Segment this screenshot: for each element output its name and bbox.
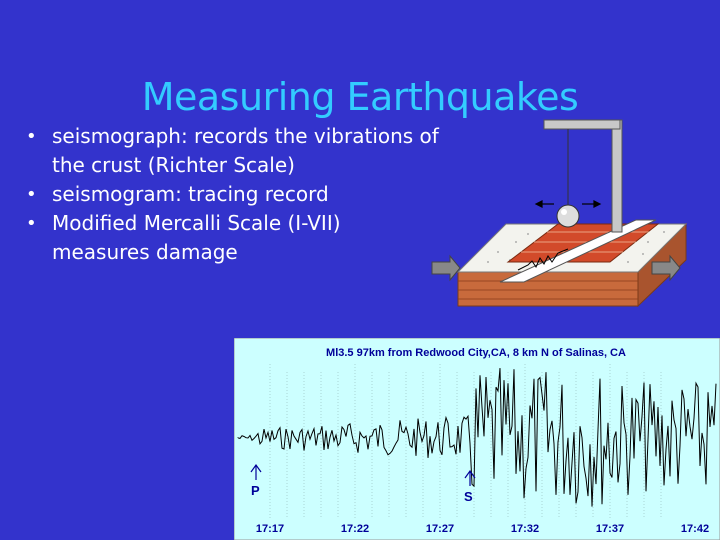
time-label-3: 17:32 xyxy=(510,523,540,535)
bullet-seismogram: • seismogram: tracing record xyxy=(24,180,444,209)
pendulum-mass xyxy=(557,205,579,227)
time-label-2: 17:27 xyxy=(425,523,455,535)
time-label-1: 17:22 xyxy=(340,523,370,535)
seismogram-panel xyxy=(234,338,720,540)
time-label-0: 17:17 xyxy=(255,523,285,535)
seismogram-caption: Ml3.5 97km from Redwood City,CA, 8 km N of Salinas, CA xyxy=(326,347,626,359)
bullet-mercalli: • Modified Mercalli Scale (I-VII) measures damage xyxy=(24,209,444,267)
shake-arrow-left xyxy=(432,256,460,280)
time-label-4: 17:37 xyxy=(595,523,625,535)
bullet-list xyxy=(24,122,444,267)
bullet-seismograph: • seismograph: records the vibrations of the crust (Richter Scale) xyxy=(24,122,444,180)
s-wave-label: S xyxy=(464,489,473,504)
slide-title: Measuring Earthquakes xyxy=(141,75,579,120)
time-label-5: 17:42 xyxy=(680,523,710,535)
seismogram-background xyxy=(234,338,720,540)
ground-front-face xyxy=(458,272,638,306)
frame-arm xyxy=(544,120,620,129)
frame-post xyxy=(612,120,622,232)
p-wave-label: P xyxy=(251,483,260,498)
seismograph-illustration xyxy=(428,112,700,308)
